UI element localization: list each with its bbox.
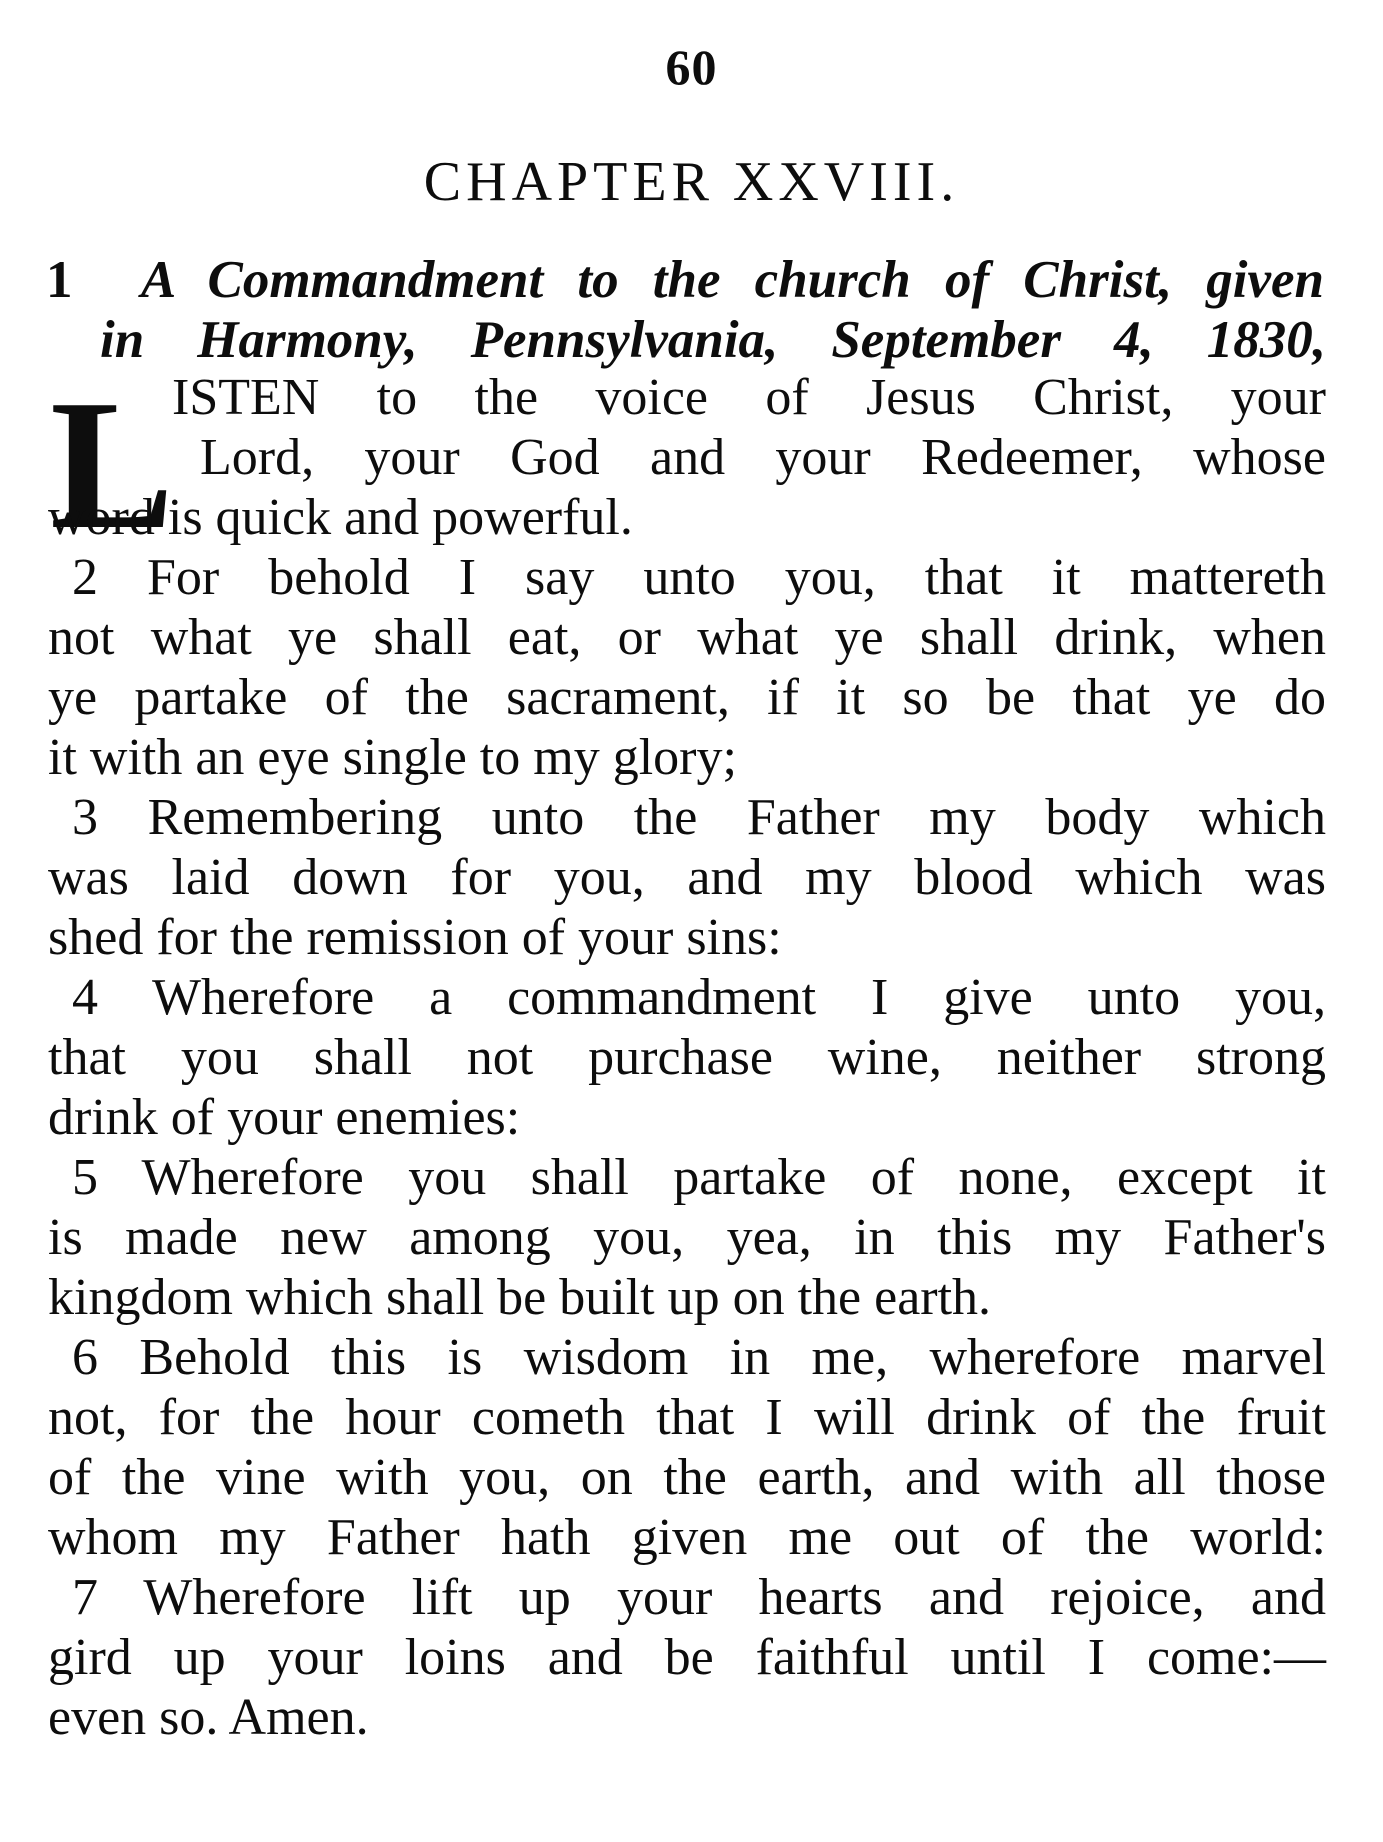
text-line: is made new among you, yea, in this my Father's — [48, 1209, 1326, 1266]
text-line: that you shall not purchase wine, neither strong — [48, 1029, 1326, 1086]
text-line: gird up your loins and be faithful until I come:— — [48, 1629, 1326, 1686]
text-line: whom my Father hath given me out of the world: — [48, 1509, 1326, 1566]
chapter-title: CHAPTER XXVIII. — [423, 151, 960, 213]
text-line: was laid down for you, and my blood which was — [48, 849, 1326, 906]
text-line: of the vine with you, on the earth, and with all those — [48, 1449, 1326, 1506]
text-line: 3 Remembering unto the Father my body which — [72, 789, 1326, 846]
text-line: it with an eye single to my glory; — [48, 729, 737, 786]
text-line: ISTEN to the voice of Jesus Christ, your — [172, 369, 1326, 426]
text-line: 4 Wherefore a commandment I give unto you, — [72, 969, 1326, 1026]
text-line: Lord, your God and your Redeemer, whose — [200, 429, 1326, 486]
heading-text-1: A Commandment to the church of Christ, given — [140, 251, 1324, 309]
text-line: word is quick and powerful. — [48, 489, 633, 546]
drop-cap-letter: L — [50, 362, 175, 568]
text-line: 6 Behold this is wisdom in me, wherefore marvel — [72, 1329, 1326, 1386]
text-line: 2 For behold I say unto you, that it mattereth — [72, 549, 1326, 606]
text-line: ye partake of the sacrament, if it so be that ye do — [48, 669, 1326, 726]
text-line: not, for the hour cometh that I will drink of the fruit — [48, 1389, 1326, 1446]
text-line: kingdom which shall be built up on the earth. — [48, 1269, 992, 1326]
heading-verse-number: 1 — [46, 251, 73, 309]
chapter-heading-line-2: in Harmony, Pennsylvania, September 4, 1830, — [100, 311, 1326, 369]
text-line: even so. Amen. — [48, 1689, 369, 1746]
chapter-heading-line-1 — [46, 250, 1324, 310]
text-line: drink of your enemies: — [48, 1089, 521, 1146]
text-line: not what ye shall eat, or what ye shall drink, when — [48, 609, 1326, 666]
page-number: 60 — [665, 39, 718, 95]
text-line: 7 Wherefore lift up your hearts and rejoice, and — [72, 1569, 1326, 1626]
text-line: shed for the remission of your sins: — [48, 909, 782, 966]
text-line: 5 Wherefore you shall partake of none, except it — [72, 1149, 1326, 1206]
